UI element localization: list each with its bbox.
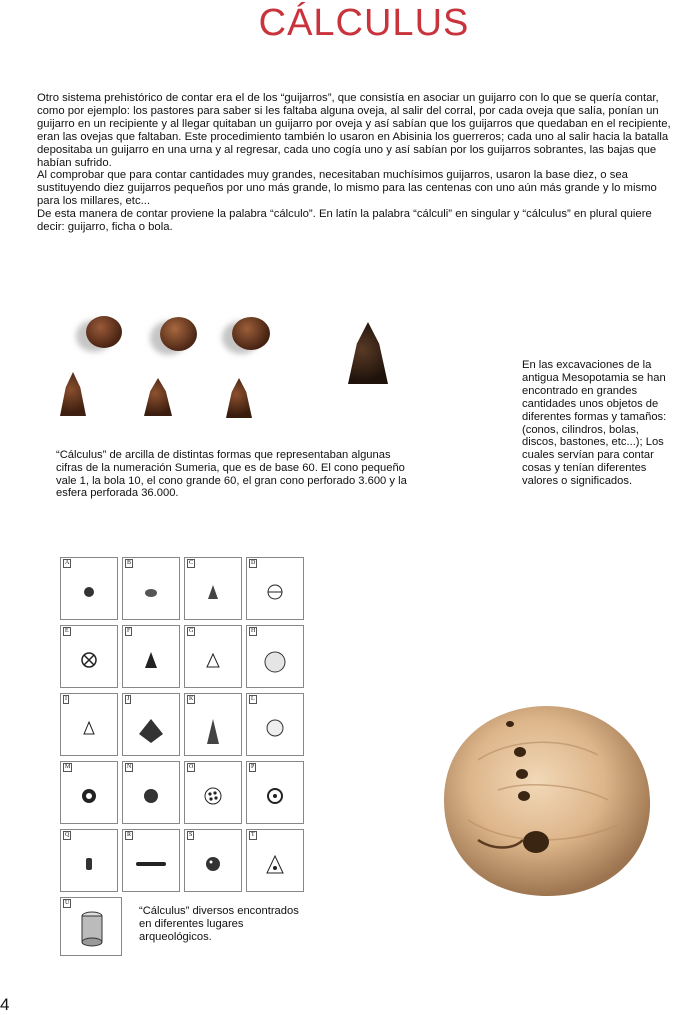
disk-token-icon <box>141 582 161 602</box>
token-cell: D <box>246 557 304 620</box>
tetrahedron-token-icon <box>138 718 164 744</box>
sphere-token-icon <box>79 582 99 602</box>
tokens-table <box>60 557 305 895</box>
cone-token-icon <box>264 854 286 876</box>
large-clay-cone <box>348 322 388 384</box>
page-number: 4 <box>0 995 10 1014</box>
intro-text <box>37 92 677 234</box>
large-cone-icon <box>203 718 223 746</box>
cylinder-token-icon <box>79 910 105 948</box>
token-cell: P <box>246 761 304 824</box>
small-clay-cone <box>60 372 86 416</box>
token-cell: Q <box>60 829 118 892</box>
token-cell: U <box>60 897 122 956</box>
token-cell: F <box>122 625 180 688</box>
sphere-token-icon <box>265 582 285 602</box>
token-cell: T <box>246 829 304 892</box>
small-clay-cone <box>144 378 172 416</box>
incised-sphere-icon <box>79 650 99 670</box>
token-cell: J <box>122 693 180 756</box>
cone-token-icon <box>203 582 223 602</box>
cone-token-icon <box>141 650 161 670</box>
intro-paragraph: Otro sistema prehistórico de contar era el de los “guijarros”, que consistía en asociar un guijarro con lo que se quería contar, como por ejemplo: los pastores para saber si les faltaba alguna oveja, al salir del corral, por cada oveja que salía, ponían un guijarro en un recipiente y al llegar quitaban un guijarro por oveja y así sabían que los guijarros que quedaban en el recipiente, eran las ovejas que faltaban. Este procedimiento también lo usaron en Abisinia los guerreros; cada uno al salir hacia la batalla depositaba un guijarro en una urna y al regresar, cada uno cogía uno y así sabían por los guijarros sobrantes, las bajas que habían sufrido. <box>37 92 671 169</box>
token-cell: G <box>184 625 242 688</box>
calculus-caption: “Cálculus” de arcilla de distintas formas que representaban algunas cifras de la numeración Sumeria, que es de base 60. El cono pequeño vale 1, la bola 10, el cono grande 60, el gran cono perforado 3.600 y la esfera perforada 36.000. <box>56 449 407 500</box>
token-cell: S <box>184 829 242 892</box>
token-cell: B <box>122 557 180 620</box>
token-cell: L <box>246 693 304 756</box>
sphere-token-icon <box>141 786 161 806</box>
cylinder-token-icon <box>79 854 99 874</box>
token-cell: I <box>60 693 118 756</box>
token-cell: C <box>184 557 242 620</box>
perforated-sphere-icon <box>203 786 223 806</box>
tokens-table-caption: “Cálculus” diversos encontrados en diferentes lugares arqueológicos. <box>139 905 299 943</box>
token-cell: A <box>60 557 118 620</box>
token-cell: O <box>184 761 242 824</box>
token-cell: N <box>122 761 180 824</box>
clay-ball <box>160 317 197 351</box>
clay-ball <box>86 316 122 348</box>
clay-ball <box>232 317 270 350</box>
intro-paragraph: Al comprobar que para contar cantidades muy grandes, necesitaban muchísimos guijarros, usaron la base diez, o sea sustituyendo diez guijarros pequeños por uno más grande, lo mismo para las centenas con uno aún más grande y lo mismo para los millares, etc... <box>37 169 657 208</box>
sphere-token-icon <box>203 854 223 874</box>
small-clay-cone <box>226 378 252 418</box>
mesopotamia-text: En las excavaciones de la antigua Mesopotamia se han encontrado en grandes cantidades unos objetos de diferentes formas y tamaños: (conos, cilindros, bolas, discos, bastones, etc...); Los cuales servían para contar cosas y tenían diferentes valores o significados. <box>522 359 667 488</box>
cone-token-icon <box>79 718 99 738</box>
perforated-clay-sphere-photo <box>438 700 656 900</box>
token-cell: K <box>184 693 242 756</box>
intro-paragraph: De esta manera de contar proviene la palabra “cálculo”. En latín la palabra “cálculi” en singular y “cálculus” en plural quiere decir: guijarro, ficha o bola. <box>37 208 652 234</box>
token-cell: E <box>60 625 118 688</box>
cone-token-icon <box>203 650 223 670</box>
sphere-token-icon <box>79 786 99 806</box>
sphere-token-icon <box>265 718 285 738</box>
token-cell: M <box>60 761 118 824</box>
large-sphere-icon <box>263 650 287 674</box>
page-title: CÁLCULUS <box>258 2 470 44</box>
ring-token-icon <box>265 786 285 806</box>
token-cell: R <box>122 829 180 892</box>
rod-token-icon <box>134 854 168 874</box>
token-cell: H <box>246 625 304 688</box>
